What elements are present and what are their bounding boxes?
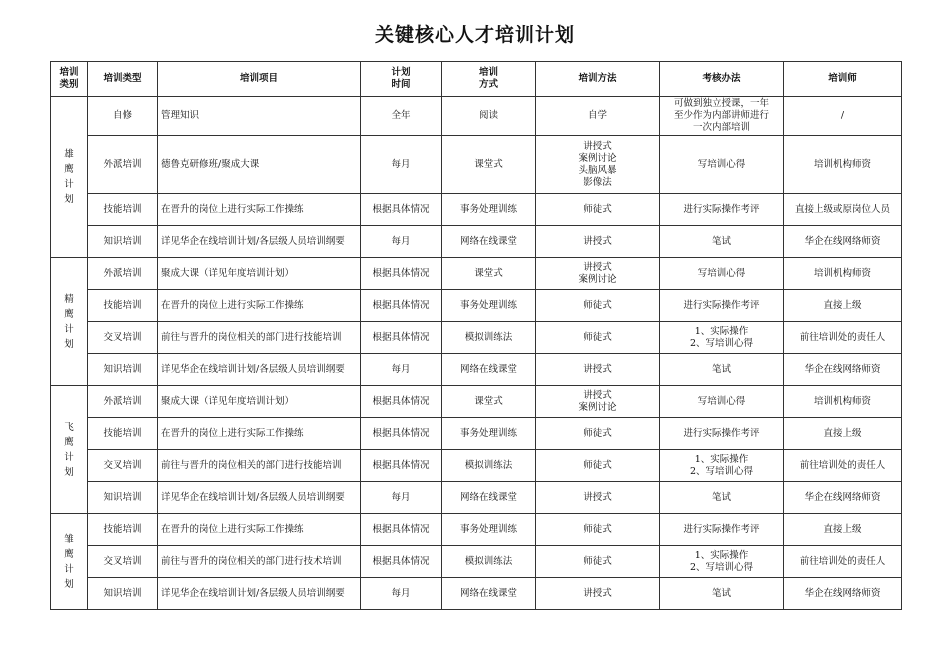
type-cell: 交叉培训	[88, 546, 158, 578]
method-cell: 讲授式 案例讨论 头脑风暴 影像法	[536, 136, 660, 194]
header-assessment: 考核办法	[660, 62, 784, 97]
project-cell: 德鲁克研修班/聚成大课	[158, 136, 361, 194]
table-row	[51, 194, 902, 226]
project-cell: 管理知识	[158, 97, 361, 136]
table-row	[51, 514, 902, 546]
mode-cell: 网络在线课堂	[442, 226, 536, 258]
mode-cell: 阅读	[442, 97, 536, 136]
method-cell: 自学	[536, 97, 660, 136]
category-cell: 雄 鹰 计 划	[51, 97, 88, 258]
project-cell: 前往与晋升的岗位相关的部门进行技能培训	[158, 322, 361, 354]
type-cell: 知识培训	[88, 354, 158, 386]
mode-cell: 网络在线课堂	[442, 354, 536, 386]
mode-cell: 事务处理训练	[442, 194, 536, 226]
assessment-cell: 进行实际操作考评	[660, 514, 784, 546]
time-cell: 根据具体情况	[361, 386, 442, 418]
header-type: 培训类型	[88, 62, 158, 97]
type-cell: 外派培训	[88, 258, 158, 290]
assessment-cell: 写培训心得	[660, 258, 784, 290]
project-cell: 详见华企在线培训计划/各层级人员培训纲要	[158, 226, 361, 258]
time-cell: 每月	[361, 136, 442, 194]
assessment-cell: 笔试	[660, 354, 784, 386]
assessment-cell: 进行实际操作考评	[660, 194, 784, 226]
type-cell: 技能培训	[88, 194, 158, 226]
trainer-cell: 华企在线网络师资	[784, 354, 902, 386]
table-row	[51, 546, 902, 578]
table-row	[51, 290, 902, 322]
category-cell: 雏 鹰 计 划	[51, 514, 88, 610]
method-cell: 讲授式 案例讨论	[536, 386, 660, 418]
table-row	[51, 97, 902, 136]
project-cell: 在晋升的岗位上进行实际工作操练	[158, 514, 361, 546]
assessment-cell: 1、实际操作 2、写培训心得	[660, 450, 784, 482]
type-cell: 自修	[88, 97, 158, 136]
project-cell: 详见华企在线培训计划/各层级人员培训纲要	[158, 354, 361, 386]
project-cell: 聚成大课（详见年度培训计划）	[158, 258, 361, 290]
time-cell: 根据具体情况	[361, 290, 442, 322]
mode-cell: 模拟训练法	[442, 450, 536, 482]
project-cell: 详见华企在线培训计划/各层级人员培训纲要	[158, 482, 361, 514]
method-cell: 讲授式	[536, 226, 660, 258]
trainer-cell: 直接上级	[784, 514, 902, 546]
type-cell: 技能培训	[88, 290, 158, 322]
header-trainer: 培训师	[784, 62, 902, 97]
time-cell: 根据具体情况	[361, 450, 442, 482]
trainer-cell: /	[784, 97, 902, 136]
category-cell: 精 鹰 计 划	[51, 258, 88, 386]
trainer-cell: 培训机构师资	[784, 136, 902, 194]
header-project: 培训项目	[158, 62, 361, 97]
time-cell: 根据具体情况	[361, 514, 442, 546]
method-cell: 讲授式	[536, 354, 660, 386]
method-cell: 师徒式	[536, 322, 660, 354]
table-row	[51, 418, 902, 450]
mode-cell: 网络在线课堂	[442, 482, 536, 514]
header-mode: 培训 方式	[442, 62, 536, 97]
training-plan-table	[50, 61, 902, 610]
assessment-cell: 写培训心得	[660, 136, 784, 194]
time-cell: 每月	[361, 226, 442, 258]
mode-cell: 课堂式	[442, 386, 536, 418]
method-cell: 讲授式	[536, 578, 660, 610]
trainer-cell: 前往培训处的责任人	[784, 322, 902, 354]
trainer-cell: 前往培训处的责任人	[784, 546, 902, 578]
time-cell: 根据具体情况	[361, 546, 442, 578]
type-cell: 知识培训	[88, 226, 158, 258]
type-cell: 技能培训	[88, 418, 158, 450]
type-cell: 知识培训	[88, 578, 158, 610]
table-row	[51, 322, 902, 354]
time-cell: 根据具体情况	[361, 258, 442, 290]
table-row	[51, 258, 902, 290]
project-cell: 在晋升的岗位上进行实际工作操练	[158, 194, 361, 226]
mode-cell: 事务处理训练	[442, 514, 536, 546]
mode-cell: 模拟训练法	[442, 322, 536, 354]
table-row	[51, 482, 902, 514]
document-title: 关键核心人才培训计划	[374, 24, 575, 46]
time-cell: 每月	[361, 482, 442, 514]
time-cell: 每月	[361, 354, 442, 386]
mode-cell: 事务处理训练	[442, 418, 536, 450]
project-cell: 聚成大课（详见年度培训计划）	[158, 386, 361, 418]
assessment-cell: 笔试	[660, 226, 784, 258]
type-cell: 外派培训	[88, 136, 158, 194]
project-cell: 在晋升的岗位上进行实际工作操练	[158, 418, 361, 450]
table-row	[51, 136, 902, 194]
type-cell: 交叉培训	[88, 450, 158, 482]
header-category: 培训 类别	[51, 62, 88, 97]
trainer-cell: 华企在线网络师资	[784, 482, 902, 514]
assessment-cell: 1、实际操作 2、写培训心得	[660, 546, 784, 578]
table-row	[51, 578, 902, 610]
type-cell: 知识培训	[88, 482, 158, 514]
assessment-cell: 可做到独立授课，一年 至少作为内部讲师进行 一次内部培训	[660, 97, 784, 136]
time-cell: 全年	[361, 97, 442, 136]
assessment-cell: 写培训心得	[660, 386, 784, 418]
trainer-cell: 华企在线网络师资	[784, 226, 902, 258]
assessment-cell: 进行实际操作考评	[660, 290, 784, 322]
assessment-cell: 1、实际操作 2、写培训心得	[660, 322, 784, 354]
mode-cell: 网络在线课堂	[442, 578, 536, 610]
table-row	[51, 226, 902, 258]
method-cell: 师徒式	[536, 418, 660, 450]
project-cell: 在晋升的岗位上进行实际工作操练	[158, 290, 361, 322]
assessment-cell: 进行实际操作考评	[660, 418, 784, 450]
time-cell: 根据具体情况	[361, 418, 442, 450]
type-cell: 外派培训	[88, 386, 158, 418]
category-cell: 飞 鹰 计 划	[51, 386, 88, 514]
assessment-cell: 笔试	[660, 482, 784, 514]
trainer-cell: 直接上级	[784, 418, 902, 450]
header-time: 计划 时间	[361, 62, 442, 97]
method-cell: 师徒式	[536, 194, 660, 226]
table-body	[51, 97, 902, 610]
trainer-cell: 华企在线网络师资	[784, 578, 902, 610]
trainer-cell: 直接上级或原岗位人员	[784, 194, 902, 226]
trainer-cell: 培训机构师资	[784, 258, 902, 290]
type-cell: 交叉培训	[88, 322, 158, 354]
trainer-cell: 直接上级	[784, 290, 902, 322]
method-cell: 师徒式	[536, 290, 660, 322]
mode-cell: 模拟训练法	[442, 546, 536, 578]
header-method: 培训方法	[536, 62, 660, 97]
method-cell: 讲授式	[536, 482, 660, 514]
time-cell: 根据具体情况	[361, 194, 442, 226]
method-cell: 师徒式	[536, 450, 660, 482]
mode-cell: 事务处理训练	[442, 290, 536, 322]
method-cell: 师徒式	[536, 514, 660, 546]
mode-cell: 课堂式	[442, 136, 536, 194]
trainer-cell: 培训机构师资	[784, 386, 902, 418]
trainer-cell: 前往培训处的责任人	[784, 450, 902, 482]
table-row	[51, 386, 902, 418]
header-row	[51, 62, 902, 97]
time-cell: 每月	[361, 578, 442, 610]
assessment-cell: 笔试	[660, 578, 784, 610]
time-cell: 根据具体情况	[361, 322, 442, 354]
method-cell: 讲授式 案例讨论	[536, 258, 660, 290]
project-cell: 详见华企在线培训计划/各层级人员培训纲要	[158, 578, 361, 610]
project-cell: 前往与晋升的岗位相关的部门进行技术培训	[158, 546, 361, 578]
project-cell: 前往与晋升的岗位相关的部门进行技能培训	[158, 450, 361, 482]
method-cell: 师徒式	[536, 546, 660, 578]
table-row	[51, 354, 902, 386]
mode-cell: 课堂式	[442, 258, 536, 290]
table-row	[51, 450, 902, 482]
type-cell: 技能培训	[88, 514, 158, 546]
